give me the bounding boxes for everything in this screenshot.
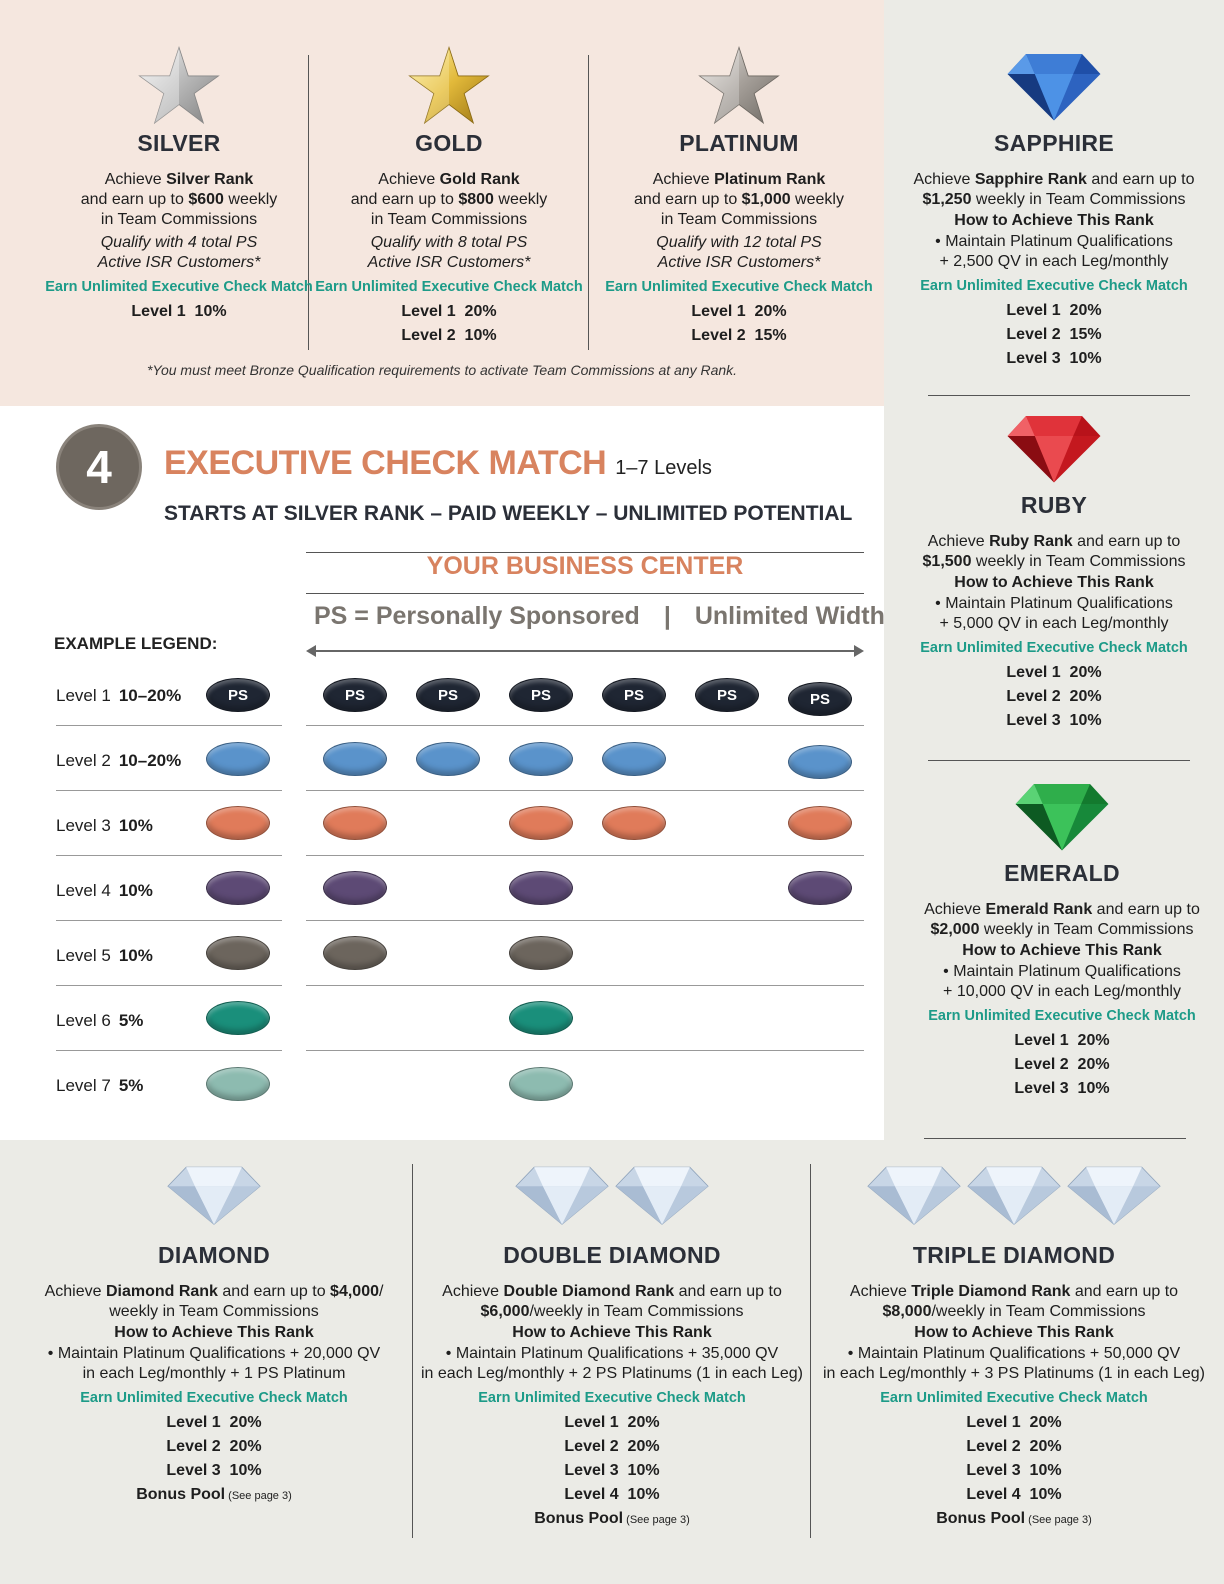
rank-card-gold	[314, 44, 584, 348]
rank-text: Ruby Rank	[989, 533, 1073, 550]
legend-level-percent: 10%	[118, 881, 153, 900]
requirement-text: • Maintain Platinum Qualifications + 35,000 QV	[445, 1345, 779, 1362]
check-match-label: Earn Unlimited Executive Check Match	[45, 279, 313, 295]
legend-level7-node	[206, 1067, 270, 1101]
level-percent: Level 2 20%	[564, 1438, 660, 1455]
rank-amount: $600	[188, 191, 224, 208]
level-percent: Level 3 10%	[1006, 350, 1102, 367]
rank-text: and earn up to	[1072, 533, 1181, 550]
legend-row	[56, 751, 181, 771]
tree-level6-node	[509, 1001, 573, 1035]
tree-level3-node	[602, 806, 666, 840]
rank-card-ruby	[894, 412, 1214, 733]
rank-text: Achieve	[849, 1283, 912, 1300]
tree-level2-node	[788, 745, 852, 779]
rank-card-diamond	[20, 1164, 408, 1508]
gold-star-icon	[407, 44, 491, 128]
check-match-label: Earn Unlimited Executive Check Match	[920, 278, 1188, 294]
rank-text: and earn up to	[217, 1283, 331, 1300]
rank-text: Achieve	[652, 171, 715, 188]
tree-row-rule	[306, 985, 864, 986]
tree-level4-node	[788, 871, 852, 905]
legend-level-label: Level 5	[56, 946, 111, 965]
rank-text: and earn up to	[1092, 901, 1200, 918]
check-match-label: Earn Unlimited Executive Check Match	[478, 1390, 746, 1406]
legend-row	[56, 946, 153, 966]
legend-row	[56, 816, 153, 836]
rank-text: /	[378, 1283, 384, 1300]
requirement-text: • Maintain Platinum Qualifications	[935, 595, 1173, 612]
level-percent: Level 1 20%	[1006, 664, 1102, 681]
legend-level-label: Level 4	[56, 881, 111, 900]
rank-text: Emerald Rank	[985, 901, 1093, 918]
rank-name: DIAMOND	[158, 1242, 270, 1268]
level-percent: Level 2 20%	[166, 1438, 262, 1455]
platinum-star-icon	[697, 44, 781, 128]
rank-name: SILVER	[137, 130, 221, 156]
legend-ps-node: PS	[206, 678, 270, 712]
section-title-levels: 1–7 Levels	[615, 457, 712, 479]
bonus-pool-note: (See page 3)	[225, 1490, 292, 1502]
unlimited-width-text: Unlimited Width	[694, 602, 885, 630]
bonus-pool-note: (See page 3)	[623, 1514, 690, 1526]
legend-row-rule	[56, 725, 282, 726]
rank-text: weekly in Team Commissions	[971, 191, 1186, 208]
rank-text: Platinum Rank	[714, 171, 826, 188]
rank-text: Achieve	[44, 1283, 106, 1300]
rank-text: Achieve	[927, 533, 990, 550]
legend-level-percent: 10%	[118, 816, 153, 835]
tree-row-rule	[306, 920, 864, 921]
requirement-text: in each Leg/monthly + 2 PS Platinums (1 in each Leg)	[421, 1365, 803, 1382]
diamond-icon-group	[816, 1164, 1212, 1226]
ps-definition	[314, 602, 885, 631]
legend-level-percent: 10–20%	[118, 686, 182, 705]
rank-name: GOLD	[415, 130, 483, 156]
legend-row	[56, 1011, 143, 1031]
qualify-text: Active ISR Customers*	[367, 254, 531, 271]
how-to-achieve-heading: How to Achieve This Rank	[954, 212, 1154, 229]
check-match-label: Earn Unlimited Executive Check Match	[928, 1008, 1196, 1024]
tree-ps-node: PS	[509, 678, 573, 712]
level-percent: Level 1 20%	[966, 1414, 1062, 1431]
legend-level-percent: 5%	[118, 1011, 144, 1030]
rank-text: Sapphire Rank	[974, 171, 1087, 188]
tree-level7-node	[509, 1067, 573, 1101]
level-percent: Level 3 10%	[564, 1462, 660, 1479]
level-percent: Level 2 20%	[966, 1438, 1062, 1455]
check-match-label: Earn Unlimited Executive Check Match	[315, 279, 583, 295]
requirement-text: in each Leg/monthly + 3 PS Platinums (1 in each Leg)	[823, 1365, 1205, 1382]
legend-row-rule	[56, 1050, 282, 1051]
bonus-pool-note: (See page 3)	[1025, 1514, 1092, 1526]
qualify-text: Qualify with 4 total PS	[100, 234, 258, 251]
legend-level5-node	[206, 936, 270, 970]
legend-level-label: Level 3	[56, 816, 111, 835]
gem-divider	[924, 1138, 1186, 1139]
tree-row-rule	[306, 855, 864, 856]
qualify-text: Qualify with 8 total PS	[370, 234, 528, 251]
double-arrow-icon	[306, 644, 864, 658]
business-center-rule	[306, 593, 864, 594]
section-subtitle: STARTS AT SILVER RANK – PAID WEEKLY – UNLIMITED POTENTIAL	[164, 502, 853, 525]
level-percent: Level 1 20%	[1006, 302, 1102, 319]
tree-ps-node: PS	[695, 678, 759, 712]
rank-text: Achieve	[378, 171, 440, 188]
tree-level3-node	[323, 806, 387, 840]
gem-divider	[928, 760, 1190, 761]
rank-name: TRIPLE DIAMOND	[912, 1242, 1116, 1268]
section-title-text: EXECUTIVE CHECK MATCH	[164, 444, 607, 482]
column-divider	[810, 1164, 811, 1538]
bronze-footnote: *You must meet Bronze Qualification requirements to activate Team Commissions at any Rank.	[146, 362, 738, 378]
legend-level-label: Level 6	[56, 1011, 111, 1030]
rank-text: weekly in Team Commissions	[109, 1303, 319, 1320]
tree-row-rule	[306, 790, 864, 791]
level-percent: Level 2 15%	[1006, 326, 1102, 343]
requirement-text: • Maintain Platinum Qualifications + 20,000 QV	[47, 1345, 381, 1362]
rank-text: weekly	[223, 191, 278, 208]
diamond-icon-group	[20, 1164, 408, 1226]
diamond-gem-icon	[514, 1164, 610, 1226]
legend-row-rule	[56, 985, 282, 986]
level-percent: Level 2 15%	[691, 327, 787, 344]
rank-name: EMERALD	[1004, 860, 1120, 886]
diamond-gem-icon	[866, 1164, 962, 1226]
business-center-title: YOUR BUSINESS CENTER	[426, 552, 744, 580]
legend-level4-node	[206, 871, 270, 905]
tree-level2-node	[323, 742, 387, 776]
level-percent: Level 3 10%	[966, 1462, 1062, 1479]
qualify-text: Active ISR Customers*	[97, 254, 261, 271]
check-match-label: Earn Unlimited Executive Check Match	[880, 1390, 1148, 1406]
tree-level5-node	[509, 936, 573, 970]
sapphire-gem-icon	[1006, 50, 1102, 122]
bonus-pool-label: Bonus Pool	[534, 1510, 624, 1527]
how-to-achieve-heading: How to Achieve This Rank	[914, 1324, 1114, 1341]
tree-level2-node	[416, 742, 480, 776]
rank-text: weekly in Team Commissions	[979, 921, 1194, 938]
ruby-gem-icon	[1006, 412, 1102, 484]
requirement-text: + 2,500 QV in each Leg/monthly	[939, 253, 1169, 270]
column-divider	[412, 1164, 413, 1538]
check-match-label: Earn Unlimited Executive Check Match	[605, 279, 873, 295]
diamond-gem-icon	[166, 1164, 262, 1226]
rank-amount: $1,250	[922, 191, 972, 208]
legend-level-label: Level 7	[56, 1076, 111, 1095]
tree-level3-node	[788, 806, 852, 840]
requirement-text: • Maintain Platinum Qualifications	[943, 963, 1181, 980]
level-percent: Level 1 20%	[564, 1414, 660, 1431]
how-to-achieve-heading: How to Achieve This Rank	[114, 1324, 314, 1341]
rank-card-platinum	[604, 44, 874, 348]
rank-card-triple-diamond	[816, 1164, 1212, 1532]
diamond-gem-icon	[614, 1164, 710, 1226]
how-to-achieve-heading: How to Achieve This Rank	[962, 942, 1162, 959]
tree-ps-node: PS	[323, 678, 387, 712]
tree-level2-node	[602, 742, 666, 776]
how-to-achieve-heading: How to Achieve This Rank	[954, 574, 1154, 591]
level-percent: Level 3 10%	[1014, 1080, 1110, 1097]
rank-amount: $2,000	[930, 921, 980, 938]
diamond-icon-group	[418, 1164, 806, 1226]
level-percent: Level 1 20%	[691, 303, 787, 320]
rank-card-silver	[44, 44, 314, 324]
level-percent: Level 1 10%	[131, 303, 227, 320]
tree-level5-node	[323, 936, 387, 970]
legend-row	[56, 1076, 143, 1096]
gem-divider	[928, 395, 1190, 396]
qualify-text: Qualify with 12 total PS	[656, 234, 822, 251]
rank-text: /weekly in Team Commissions	[931, 1303, 1146, 1320]
legend-level-label: Level 2	[56, 751, 111, 770]
check-match-label: Earn Unlimited Executive Check Match	[80, 1390, 348, 1406]
legend-level3-node	[206, 806, 270, 840]
rank-name: SAPPHIRE	[994, 130, 1114, 156]
tree-level2-node	[509, 742, 573, 776]
rank-text: and earn up to	[634, 191, 742, 208]
silver-star-icon	[137, 44, 221, 128]
legend-row-rule	[56, 790, 282, 791]
separator: |	[663, 602, 671, 630]
rank-text: weekly	[493, 191, 548, 208]
legend-row	[56, 686, 181, 706]
rank-card-sapphire	[894, 50, 1214, 371]
level-percent: Level 2 20%	[1014, 1056, 1110, 1073]
rank-amount: $4,000	[330, 1283, 379, 1300]
check-match-label: Earn Unlimited Executive Check Match	[920, 640, 1188, 656]
tree-ps-node: PS	[788, 682, 852, 716]
rank-text: and earn up to	[1070, 1283, 1179, 1300]
bonus-pool-label: Bonus Pool	[136, 1486, 226, 1503]
tree-level4-node	[323, 871, 387, 905]
rank-text: and earn up to	[674, 1283, 782, 1300]
level-percent: Level 1 20%	[166, 1414, 262, 1431]
rank-card-double-diamond	[418, 1164, 806, 1532]
level-percent: Level 1 20%	[401, 303, 497, 320]
tree-level3-node	[509, 806, 573, 840]
rank-text: Silver Rank	[166, 171, 254, 188]
rank-amount: $1,500	[922, 553, 972, 570]
legend-level-percent: 10%	[118, 946, 153, 965]
rank-text: /weekly in Team Commissions	[529, 1303, 744, 1320]
qualify-text: Active ISR Customers*	[657, 254, 821, 271]
column-divider	[588, 55, 589, 350]
legend-level-percent: 10–20%	[118, 751, 182, 770]
rank-text: Achieve	[913, 171, 975, 188]
legend-level-label: Level 1	[56, 686, 111, 705]
rank-text: Double Diamond Rank	[503, 1283, 675, 1300]
level-percent: Level 4 10%	[564, 1486, 660, 1503]
diamond-gem-icon	[1066, 1164, 1162, 1226]
rank-text: Achieve	[442, 1283, 504, 1300]
level-percent: Level 2 10%	[401, 327, 497, 344]
rank-name: DOUBLE DIAMOND	[503, 1242, 721, 1268]
legend-row-rule	[56, 920, 282, 921]
rank-text: in Team Commissions	[370, 211, 528, 228]
tree-ps-node: PS	[416, 678, 480, 712]
rank-amount: $8,000	[882, 1303, 932, 1320]
rank-text: Diamond Rank	[105, 1283, 218, 1300]
diamond-gem-icon	[966, 1164, 1062, 1226]
legend-row-rule	[56, 855, 282, 856]
rank-text: and earn up to	[1086, 171, 1195, 188]
tree-level4-node	[509, 871, 573, 905]
legend-row	[56, 881, 153, 901]
rank-amount: $800	[458, 191, 494, 208]
emerald-gem-icon	[1014, 780, 1110, 852]
legend-level-percent: 5%	[118, 1076, 144, 1095]
rank-name: PLATINUM	[679, 130, 799, 156]
rank-text: Achieve	[924, 901, 986, 918]
legend-title: EXAMPLE LEGEND:	[54, 634, 218, 653]
requirement-text: • Maintain Platinum Qualifications	[935, 233, 1173, 250]
requirement-text: • Maintain Platinum Qualifications + 50,000 QV	[847, 1345, 1181, 1362]
rank-text: in Team Commissions	[100, 211, 258, 228]
rank-text: weekly	[790, 191, 844, 208]
level-percent: Level 3 10%	[1006, 712, 1102, 729]
rank-text: Triple Diamond Rank	[911, 1283, 1071, 1300]
rank-name: RUBY	[1020, 492, 1088, 518]
bonus-pool-label: Bonus Pool	[936, 1510, 1026, 1527]
section-number-badge: 4	[56, 424, 142, 510]
how-to-achieve-heading: How to Achieve This Rank	[512, 1324, 712, 1341]
level-percent: Level 4 10%	[966, 1486, 1062, 1503]
requirement-text: + 10,000 QV in each Leg/monthly	[943, 983, 1181, 1000]
tree-row-rule	[306, 1050, 864, 1051]
level-percent: Level 3 10%	[166, 1462, 262, 1479]
requirement-text: in each Leg/monthly + 1 PS Platinum	[82, 1365, 346, 1382]
rank-text: Gold Rank	[439, 171, 520, 188]
level-percent: Level 2 20%	[1006, 688, 1102, 705]
legend-level2-node	[206, 742, 270, 776]
tree-row-rule	[306, 725, 864, 726]
requirement-text: + 5,000 QV in each Leg/monthly	[939, 615, 1169, 632]
rank-text: and earn up to	[350, 191, 459, 208]
rank-text: and earn up to	[80, 191, 189, 208]
rank-text: in Team Commissions	[660, 211, 818, 228]
legend-level6-node	[206, 1001, 270, 1035]
rank-amount: $1,000	[741, 191, 791, 208]
rank-card-emerald	[910, 780, 1214, 1101]
rank-text: Achieve	[104, 171, 167, 188]
rank-amount: $6,000	[480, 1303, 530, 1320]
section-title	[164, 444, 712, 483]
tree-ps-node: PS	[602, 678, 666, 712]
level-percent: Level 1 20%	[1014, 1032, 1110, 1049]
rank-text: weekly in Team Commissions	[971, 553, 1186, 570]
ps-definition-text: PS = Personally Sponsored	[314, 602, 640, 630]
